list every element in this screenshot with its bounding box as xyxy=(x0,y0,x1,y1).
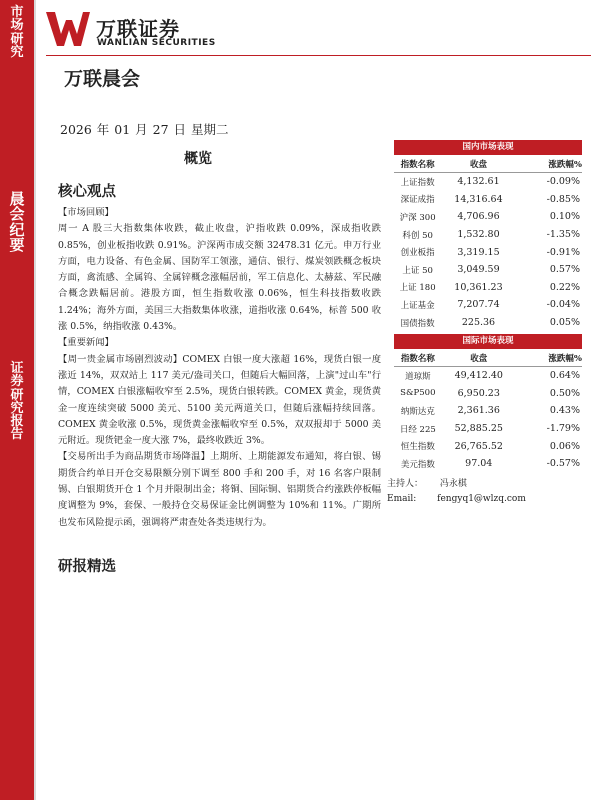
table-row xyxy=(394,208,582,226)
change-pct-cell: -1.35% xyxy=(546,229,580,241)
change-pct-cell: 0.43% xyxy=(549,405,580,417)
table-row xyxy=(394,191,582,209)
close-value-cell: 1,532.80 xyxy=(457,229,500,241)
change-pct-cell: -0.09% xyxy=(546,176,580,188)
table-row xyxy=(394,226,582,244)
table-row xyxy=(394,437,582,455)
close-value-cell: 10,361.23 xyxy=(454,281,503,293)
news-item-body: COMEX 白银一度大涨超 16%，现货白银一度涨近 14%，双双站上 117 美元/盎司关口，但随后大幅回落，上演"过山车"行情，COMEX 白银涨幅收窄至 2.5%，现货白银转跌。COMEX 黄金，现货黄金一度连续突破 5000 美元、5100 美元两道关口，但随后涨幅持续回落。COMEX 黄金收涨 0.5%，现货黄金涨幅收窄至 0.5%，双双报却于 5000 美元附近。现货钯金一度大涨 7%，最终收跌近 3%。 xyxy=(58,353,381,447)
table-row xyxy=(394,173,582,191)
index-name-cell: 上证基金 xyxy=(400,300,435,311)
index-name-cell: 道琼斯 xyxy=(405,371,431,382)
close-value-cell: 6,950.23 xyxy=(457,387,500,399)
host-line xyxy=(387,476,467,489)
index-name-cell: 深证成指 xyxy=(400,195,435,206)
col-header-change: 涨跌幅% xyxy=(516,349,582,367)
overview-heading: 概览 xyxy=(184,151,212,167)
wanlian-logo-icon xyxy=(46,12,90,46)
international-table-grid xyxy=(394,349,582,473)
index-name-cell: 美元指数 xyxy=(400,459,435,470)
news-item-title: 【交易所出手为商品期货市场降温】 xyxy=(58,451,211,463)
col-header-change: 涨跌幅% xyxy=(516,155,582,173)
change-pct-cell: 0.06% xyxy=(549,440,580,452)
index-name-cell: 日经 225 xyxy=(399,424,436,435)
domestic-table-header-row xyxy=(394,155,582,173)
strip-title-text: 晨 会 纪 要 xyxy=(9,190,25,254)
logo-chinese-name: 万联证券 xyxy=(96,17,180,41)
strip-report-type-text: 证 券 研 究 报 告 xyxy=(10,361,24,443)
change-pct-cell: 0.22% xyxy=(549,281,580,293)
close-value-cell: 52,885.25 xyxy=(454,423,503,435)
change-pct-cell: -0.04% xyxy=(546,299,580,311)
close-value-cell: 7,207.74 xyxy=(457,299,500,311)
close-value-cell: 3,319.15 xyxy=(457,246,500,258)
index-name-cell: 上证 50 xyxy=(402,265,433,276)
change-pct-cell: -0.91% xyxy=(546,246,580,258)
strip-divider xyxy=(34,0,36,800)
core-view-body xyxy=(58,205,381,531)
change-pct-cell: 0.64% xyxy=(549,370,580,382)
market-review-text: 周一 A 股三大指数集体收跌，截止收盘，沪指收跌 0.09%，深成指收跌 0.85%，创业板指收跌 0.91%。沪深两市成交额 32478.31 亿元。申万行业方面，电力设备、有色金属、国防军工领涨，通信、银行、煤炭领跌概念板块方面，禽流感、全属钨、全属锌概念涨幅居前，军工信息化、太赫兹、军民融合概念跌幅居前。港股方面，恒生指数收涨 0.06%，恒生科技指数收跌 1.24%；海外方面，美国三大指数集体收涨，道指收涨 0.64%，标普 500 收涨 0.5%，纳指收涨 0.43%。 xyxy=(58,223,381,333)
table-row xyxy=(394,420,582,438)
index-name-cell: 上证指数 xyxy=(400,177,435,188)
news-item xyxy=(58,352,381,450)
domestic-market-table xyxy=(394,140,582,331)
email-label: Email: xyxy=(387,494,417,504)
email-line xyxy=(387,494,526,504)
change-pct-cell: 0.05% xyxy=(549,317,580,329)
news-item-title: 【周一贵金属市场剧烈波动】 xyxy=(58,353,183,365)
index-name-cell: 科创 50 xyxy=(402,230,433,241)
index-name-cell: 国债指数 xyxy=(400,318,435,329)
report-title: 万联晨会 xyxy=(64,68,141,90)
close-value-cell: 4,706.96 xyxy=(457,211,500,223)
table-row xyxy=(394,455,582,473)
col-header-index-name: 指数名称 xyxy=(394,155,441,173)
table-row xyxy=(394,314,582,332)
international-table-title: 国际市场表现 xyxy=(394,334,582,349)
domestic-table-grid xyxy=(394,155,582,331)
table-row xyxy=(394,367,582,385)
change-pct-cell: 0.50% xyxy=(549,387,580,399)
core-view-heading: 核心观点 xyxy=(58,183,116,200)
market-review-tag: 【市场回顾】 xyxy=(58,207,114,218)
news-item-body: 上期所、上期能源发布通知，将白银、锡期货合约单日开仓交易限额分别下调至 800 手和 200 手，对 16 名客户限制锡、白银期货开仓 1 个月并限制出金；将铜、国际铜、铝期货合约涨跌停板幅度调整为 9%，套保、一般持仓交易保证金比例调整为 10%和 11%。广期所也发布风险提示函，强调将严肃查处各类违规行为。 xyxy=(58,451,381,528)
index-name-cell: 恒生指数 xyxy=(400,442,435,453)
report-date: 2026 年 01 月 27 日 星期二 xyxy=(60,122,229,137)
table-row xyxy=(394,279,582,297)
header-divider xyxy=(46,55,591,56)
strip-category-text: 市 场 研 究 xyxy=(10,5,24,60)
table-row xyxy=(394,243,582,261)
col-header-close: 收盘 xyxy=(442,349,516,367)
report-selection-heading: 研报精选 xyxy=(58,558,116,575)
host-label: 主持人： xyxy=(387,479,424,489)
email-address[interactable]: fengyq1@wlzq.com xyxy=(437,494,526,504)
table-row xyxy=(394,402,582,420)
index-name-cell: 创业板指 xyxy=(400,248,435,259)
close-value-cell: 97.04 xyxy=(465,458,493,470)
col-header-close: 收盘 xyxy=(441,155,515,173)
col-header-index-name: 指数名称 xyxy=(394,349,442,367)
index-name-cell: S&P500 xyxy=(400,388,436,399)
international-market-table xyxy=(394,334,582,473)
close-value-cell: 3,049.59 xyxy=(457,264,500,276)
close-value-cell: 225.36 xyxy=(461,317,496,329)
domestic-table-title: 国内市场表现 xyxy=(394,140,582,155)
index-name-cell: 沪深 300 xyxy=(399,212,436,223)
index-name-cell: 纳斯达克 xyxy=(400,406,435,417)
table-row xyxy=(394,296,582,314)
host-name: 冯永棋 xyxy=(439,479,467,489)
change-pct-cell: 0.57% xyxy=(549,264,580,276)
logo-english-name: WANLIAN SECURITIES xyxy=(97,38,216,48)
change-pct-cell: -1.79% xyxy=(546,423,580,435)
international-table-header-row xyxy=(394,349,582,367)
close-value-cell: 14,316.64 xyxy=(454,193,503,205)
change-pct-cell: -0.85% xyxy=(546,193,580,205)
close-value-cell: 2,361.36 xyxy=(457,405,500,417)
close-value-cell: 26,765.52 xyxy=(454,440,503,452)
change-pct-cell: -0.57% xyxy=(546,458,580,470)
news-tag: 【重要新闻】 xyxy=(58,337,114,349)
index-name-cell: 上证 180 xyxy=(399,283,436,294)
change-pct-cell: 0.10% xyxy=(549,211,580,223)
close-value-cell: 4,132.61 xyxy=(457,176,500,188)
table-row xyxy=(394,261,582,279)
table-row xyxy=(394,385,582,403)
news-item xyxy=(58,449,381,530)
close-value-cell: 49,412.40 xyxy=(454,370,503,382)
